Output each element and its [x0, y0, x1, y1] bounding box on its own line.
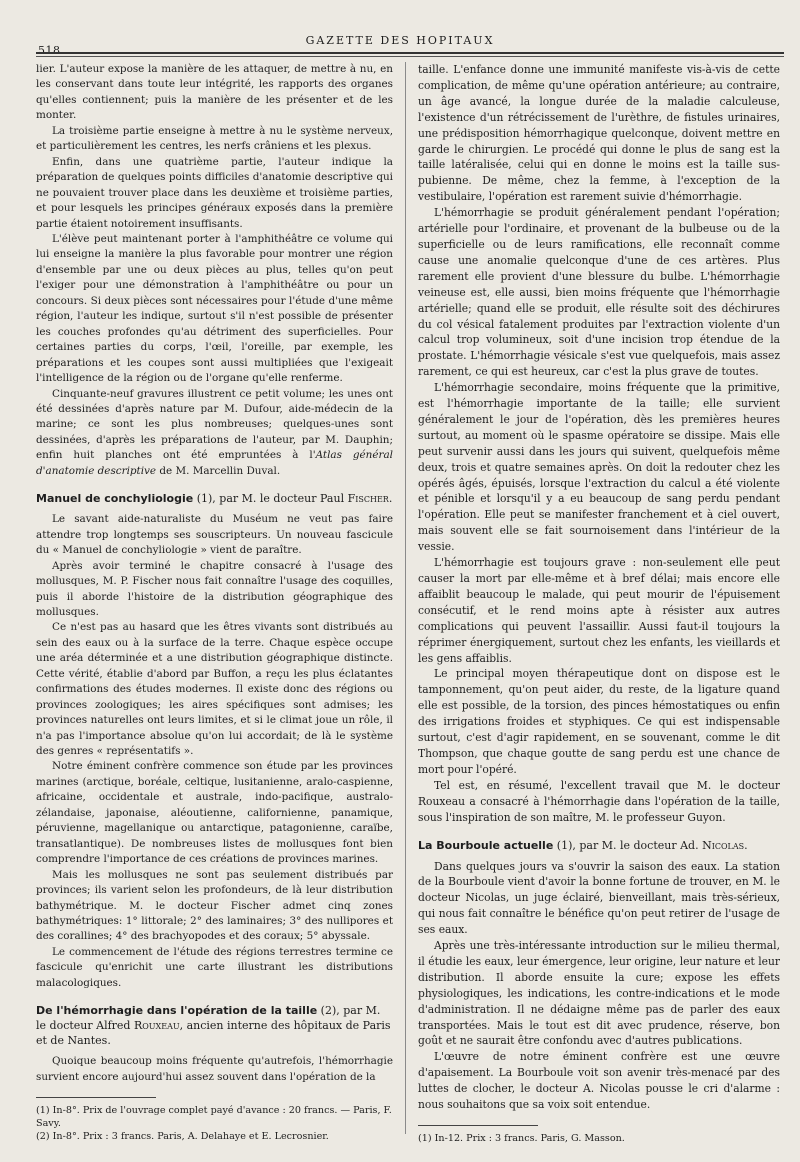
footnote: (1) In-8°. Prix de l'ouvrage complet payé d'avance : 20 francs. — Paris, F. Savy.: [36, 1105, 392, 1130]
paragraph: Dans quelques jours va s'ouvrir la saison des eaux. La station de la Bourboule vient d'avoir la bonne fortune de trouver, en M. le docteur Nicolas, un juge éclairé, bienveillant, mais très-sérieux, qui nous fait connaître le bénéfice qu'on peut retirer de l'usage de ses eaux.: [418, 859, 780, 937]
text-run: .: [388, 492, 393, 506]
footnote: (2) In-8°. Prix : 3 francs. Paris, A. Delahaye et E. Lecrosnier.: [36, 1131, 329, 1143]
text-run: de M. Marcellin Duval.: [156, 464, 281, 477]
paragraph: Après avoir terminé le chapitre consacré à l'usage des mollusques, M. P. Fischer nous fait connaître l'usage des coquilles, puis il aborde l'histoire de la distribution géographique des mollusques.: [36, 559, 393, 618]
section-heading: [418, 838, 780, 853]
paragraph: L'hémorrhagie est toujours grave : non-seulement elle peut causer la mort par elle-même et à bref délai; mais encore elle affaiblit beaucoup le malade, qui peut mourir de l'épuisement consécutif, et le rend moins apte à résister aux autres complications qui peuvent l'assaillir. Aussi faut-il toujours la réprimer énergiquement, surtout chez les enfants, les vieillards et les gens affaiblis.: [418, 556, 780, 665]
page-number: 518: [38, 44, 61, 57]
paragraph: La troisième partie enseigne à mettre à nu le système nerveux, et particulièrement les centres, les nerfs crâniens et les plexus.: [36, 124, 393, 153]
paragraph: Le principal moyen thérapeutique dont on dispose est le tamponnement, qu'on peut aider, du reste, de la ligature quand elle est possible, de la torsion, des pinces hémostatiques ou enfin des irrigations froides et styphiques. Ce qui est indispensable surtout, c'est d'agir rapidement, en se souvenant, comme le dit Thompson, que chaque goutte de sang perdu est une chance de mort pour l'opéré.: [418, 667, 780, 776]
paragraph: Tel est, en résumé, l'excellent travail que M. le docteur Rouxeau a consacré à l'hémorrhagie dans l'opération de la taille, sous l'inspiration de son maître, M. le professeur Guyon.: [418, 778, 780, 824]
paragraph: [36, 387, 393, 480]
paragraph: Mais les mollusques ne sont pas seulement distribués par provinces; ils varient selon les profondeurs, de là leur distribution bathymétrique. M. le docteur Fischer admet cinq zones bathymétriques: 1° littorale; 2° des laminaires; 3° des nullipores et des corallines; 4° des brachyopodes et des coraux; 5° abyssale.: [36, 868, 393, 943]
footnote-rule: [36, 1097, 156, 1098]
footnote: (1) In-12. Prix : 3 francs. Paris, G. Masson.: [418, 1133, 625, 1144]
paragraph: Notre éminent confrère commence son étude par les provinces marines (arctique, boréale, celtique, lusitanienne, aralo-caspienne, africaine, occidentale et australe, indo-pacifique, australo-zélandaise, japonaise, aléoutienne, californienne, panamique, péruvienne, magellanique ou antarctique, patagonienne, caraïbe, transatlantique). De nombreuses listes de mollusques font bien comprendre l'importance de ces créations de provinces marines.: [36, 760, 393, 866]
paragraph: L'hémorrhagie secondaire, moins fréquente que la primitive, est l'hémorrhagie importante de la taille; elle survient généralement le jour de l'opération, dès les premières heures surtout, au moment où le spasme opératoire se dissipe. Mais elle peut survenir aussi dans les jours qui suivent, quelquefois même deux, trois et quatre semaines après. On doit la redouter chez les opérés âgés, épuisés, lorsque l'extraction du calcul a été violente et pénible et lorsqu'il y a eu beaucoup de sang perdu pendant l'opération. Elle peut se manifester franchement et à ciel ouvert, mais souvent elle se fait sournoisement dans l'intérieur de la vessie.: [418, 381, 780, 554]
footnotes: [36, 1104, 393, 1143]
footnotes: [418, 1132, 780, 1145]
paragraph: L'élève peut maintenant porter à l'amphithéâtre ce volume qui lui enseigne la manière la plus favorable pour montrer une région d'ensemble par une ou deux pièces au plus, telles qu'on peut l'exiger pour une démonstration à l'amphithéâtre ou pour un concours. Si deux pièces sont nécessaires pour l'étude d'une même région, l'auteur les indique, surtout s'il n'est possible de présenter les couches profondes qu'au détriment des superficielles. Pour certaines parties du corps, l'œil, l'oreille, par exemple, les préparations et les coupes sont aussi multipliées que l'exigeait l'intelligence de la région ou de l'organe qu'elle renferme.: [36, 232, 393, 385]
author-name: Fischer: [347, 492, 389, 506]
paragraph: Enfin, dans une quatrième partie, l'auteur indique la préparation de quelques points difficiles d'anatomie descriptive qui ne pouvaient trouver place dans les deuxième et troisième parties, et pour lesquels les principes généraux exposés dans la première partie étaient notoirement insuffisants.: [36, 155, 393, 230]
author-name: Rouxeau: [133, 1019, 180, 1033]
author-name: Nicolas: [702, 838, 745, 852]
section-byline: (1), par M. le docteur Ad.: [553, 838, 703, 852]
text-run: .: [744, 838, 748, 852]
section-byline: (1), par M. le docteur Paul: [193, 492, 348, 506]
section-title: De l'hémorrhagie dans l'opération de la taille: [36, 1004, 318, 1018]
right-column: [418, 62, 780, 1145]
section-byline: (2), par M. le docteur Alfred: [36, 1004, 381, 1033]
header-rule: [36, 52, 784, 57]
footnote-rule: [418, 1125, 538, 1126]
paragraph: Après une très-intéressante introduction sur le milieu thermal, il étudie les eaux, leur émergence, leur origine, leur nature et leur distribution. Il aborde ensuite la cure; expose les effets physiologiques, les indications, les contre-indications et le mode d'administration. Il ne dédaigne même pas de parler des eaux transportées. Mais le tout est dit avec prudence, réserve, bon goût et ne saurait être confondu avec d'autres publications.: [418, 939, 780, 1048]
paragraph: Le savant aide-naturaliste du Muséum ne veut pas faire attendre trop longtemps ses souscripteurs. Un nouveau fascicule du « Manuel de conchyliologie » vient de paraître.: [36, 513, 393, 557]
text-run: , ancien interne des hôpitaux de Paris et de Nantes.: [36, 1019, 391, 1048]
paragraph: L'œuvre de notre éminent confrère est une œuvre d'apaisement. La Bourboule voit son avenir très-menacé par des luttes de clocher, le docteur A. Nicolas pousse le cri d'alarme : nous souhaitons que sa voix soit entendue.: [418, 1050, 780, 1112]
section-heading: [36, 491, 393, 506]
paragraph: Le commencement de l'étude des régions terrestres termine ce fascicule qu'enrichit une carte illustrant les distributions malacologiques.: [36, 945, 393, 989]
paragraph: taille. L'enfance donne une immunité manifeste vis-à-vis de cette complication, de même qu'une opération antérieure; au contraire, un âge avancé, la longue durée de la maladie calculeuse, l'existence d'un rétrécissement de l'urèthre, de fistules urinaires, une prédisposition hémorrhagique quelconque, doivent mettre en garde le chirurgien. Le procédé qui donne le plus de sang est la taille latéralisée, celui qui en donne le moins est la taille sus-pubienne. De même, chez la femme, à l'exception de la vestibulaire, l'opération est rarement suivie d'hémorrhagie.: [418, 63, 780, 204]
section-title: La Bourboule actuelle: [418, 838, 554, 852]
paragraph: Quoique beaucoup moins fréquente qu'autrefois, l'hémorrhagie survient encore aujourd'hui assez souvent dans l'opération de la: [36, 1055, 393, 1083]
section-heading: [36, 1003, 393, 1048]
left-column: [36, 62, 393, 1143]
paragraph: Ce n'est pas au hasard que les êtres vivants sont distribués au sein des eaux ou à la surface de la terre. Chaque espèce occupe une aréa déterminée et a une distribution géographique distincte. Cette vérité, établie d'abord par Buffon, a reçu les plus éclatantes confirmations des études modernes. Il existe donc des régions ou provinces zoologiques; les aires spécifiques sont admises; les provinces naturelles ont leurs limites, et si le climat joue un rôle, il n'a pas l'importance absolue qu'on lui accordait; de là le système des genres « représentatifs ».: [36, 621, 393, 758]
italic-title: Atlas général d'anatomie descriptive: [36, 449, 393, 477]
running-title: GAZETTE DES HOPITAUX: [305, 34, 495, 47]
text-run: Cinquante-neuf gravures illustrent ce petit volume; les unes ont été dessinées d'après nature par M. Dufour, aide-médecin de la marine; ce sont les plus nombreuses; quelques-unes sont dessinées, d'après les préparations de l'auteur, par M. Dauphin; enfin huit planches ont été empruntées à l': [36, 387, 393, 462]
paragraph: L'hémorrhagie se produit généralement pendant l'opération; artérielle pour l'ordinaire, et provenant de la bulbeuse ou de la superficielle ou de leurs ramifications, elle reconnaît comme cause une anomalie quelconque d'une de ces artères. Plus rarement elle provient d'une blessure du bulbe. L'hémorrhagie veineuse est, elle aussi, bien moins fréquente que l'hémorrhagie artérielle; quand elle se produit, elle résulte soit des déchirures du col vésical fatalement produites par l'extraction violente d'un calcul trop volumineux, soit d'une incision trop étendue de la prostate. L'hémorrhagie vésicale s'est vue quelquefois, mais assez rarement, ce qui est heureux, car c'est la plus grave de toutes.: [418, 206, 780, 379]
paragraph: lier. L'auteur expose la manière de les attaquer, de mettre à nu, en les conservant dans toute leur intégrité, les rapports des organes qu'elles contiennent; puis la manière de les présenter et de les monter.: [36, 63, 393, 122]
column-divider: [405, 62, 406, 1134]
section-title: Manuel de conchyliologie: [36, 492, 194, 506]
